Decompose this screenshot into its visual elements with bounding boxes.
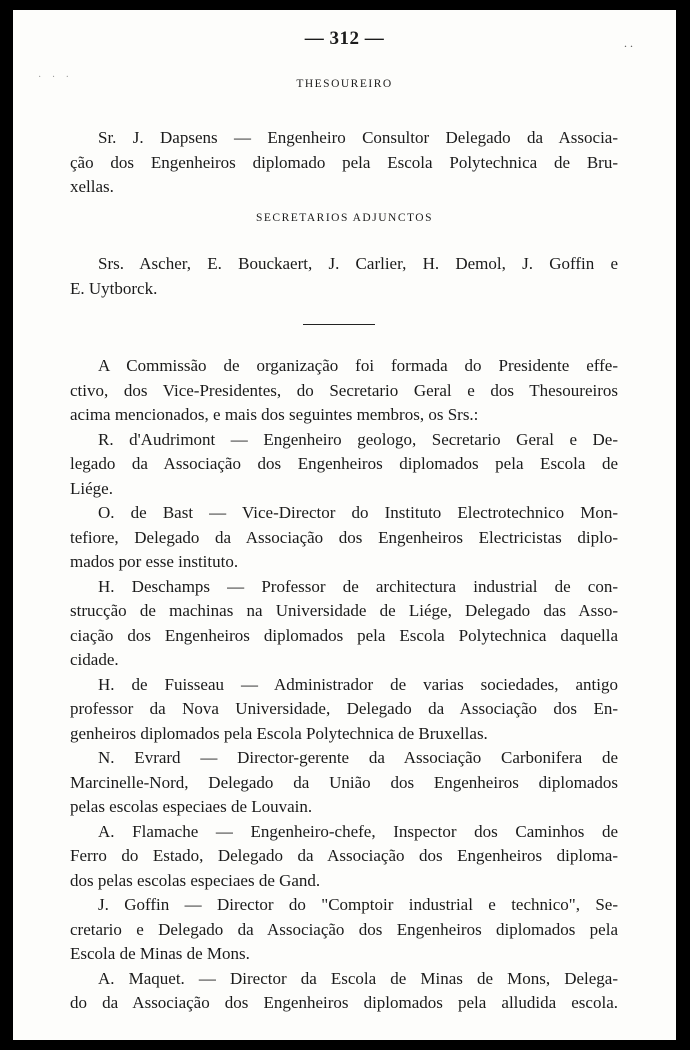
text-line: acima mencionados, e mais dos seguintes membros, os Srs.:	[70, 405, 479, 424]
text-line: xellas.	[70, 177, 114, 196]
text-line: cretario e Delegado da Associação dos Engenheiros diplomados pela	[70, 919, 618, 939]
text-line: cidade.	[70, 650, 119, 669]
text-line: mados por esse instituto.	[70, 552, 239, 571]
secretarios-paragraph	[70, 252, 618, 301]
text-line: pelas escolas especiaes de Louvain.	[70, 797, 313, 816]
text-line: dos pelas escolas especiaes de Gand.	[70, 870, 321, 890]
text-line: ctivo, dos Vice-Presidentes, do Secretario Geral e dos Thesoureiros	[70, 380, 618, 400]
text-line: O. de Bast — Vice-Director do Instituto Electrotechnico Mon-	[98, 503, 618, 522]
heading-secretarios: SECRETARIOS ADJUNCTOS	[255, 212, 434, 224]
text-line: A. Flamache — Engenheiro-chefe, Inspector dos Caminhos de	[98, 821, 618, 841]
text-line: strucção de machinas na Universidade de Liége, Delegado das Asso-	[70, 601, 618, 620]
text-line: E. Uytborck.	[70, 278, 158, 298]
text-line: J. Goffin — Director do "Comptoir industrial e technico", Se-	[98, 895, 618, 914]
heading-thesoureiro: THESOUREIRO	[296, 78, 393, 90]
text-line: legado da Associação dos Engenheiros diplomados pela Escola de	[70, 454, 618, 473]
commission-body	[70, 354, 618, 1016]
text-line: H. Deschamps — Professor de architectura industrial de con-	[98, 576, 618, 596]
text-line: H. de Fuisseau — Administrador de varias sociedades, antigo	[98, 674, 618, 694]
text-line: tefiore, Delegado da Associação dos Engenheiros Electricistas diplo-	[70, 527, 618, 547]
text-line: professor da Nova Universidade, Delegado da Associação dos En-	[70, 699, 618, 718]
text-line: Srs. Ascher, E. Bouckaert, J. Carlier, H. Demol, J. Goffin e	[98, 254, 618, 273]
thesoureiro-paragraph	[70, 126, 618, 200]
text-line: Ferro do Estado, Delegado da Associação dos Engenheiros diploma-	[70, 846, 618, 865]
text-line: Liége.	[70, 478, 113, 498]
text-line: A Commissão de organização foi formada do Presidente effe-	[98, 356, 618, 375]
text-line: genheiros diplomados pela Escola Polytechnica de Bruxellas.	[70, 723, 488, 743]
text-line: Escola de Minas de Mons.	[70, 944, 250, 963]
text-line: N. Evrard — Director-gerente da Associação Carbonifera de	[98, 748, 618, 767]
scan-speckles: · · ·	[38, 72, 73, 83]
page-number: — 312 —	[304, 28, 385, 49]
text-line: ção dos Engenheiros diplomado pela Escola Polytechnica de Bru-	[70, 152, 618, 172]
text-line: A. Maquet. — Director da Escola de Minas de Mons, Delega-	[98, 968, 618, 988]
scan-dots: ..	[624, 36, 636, 50]
text-line: Marcinelle-Nord, Delegado da União dos Engenheiros diplomados	[70, 772, 618, 792]
section-divider	[303, 324, 375, 325]
text-line: do da Associação dos Engenheiros diplomados pela alludida escola.	[70, 993, 618, 1012]
text-line: Sr. J. Dapsens — Engenheiro Consultor Delegado da Associa-	[98, 128, 618, 147]
text-line: ciação dos Engenheiros diplomados pela Escola Polytechnica daquella	[70, 625, 618, 645]
text-line: R. d'Audrimont — Engenheiro geologo, Secretario Geral e De-	[98, 429, 618, 449]
document-page	[13, 10, 676, 1040]
